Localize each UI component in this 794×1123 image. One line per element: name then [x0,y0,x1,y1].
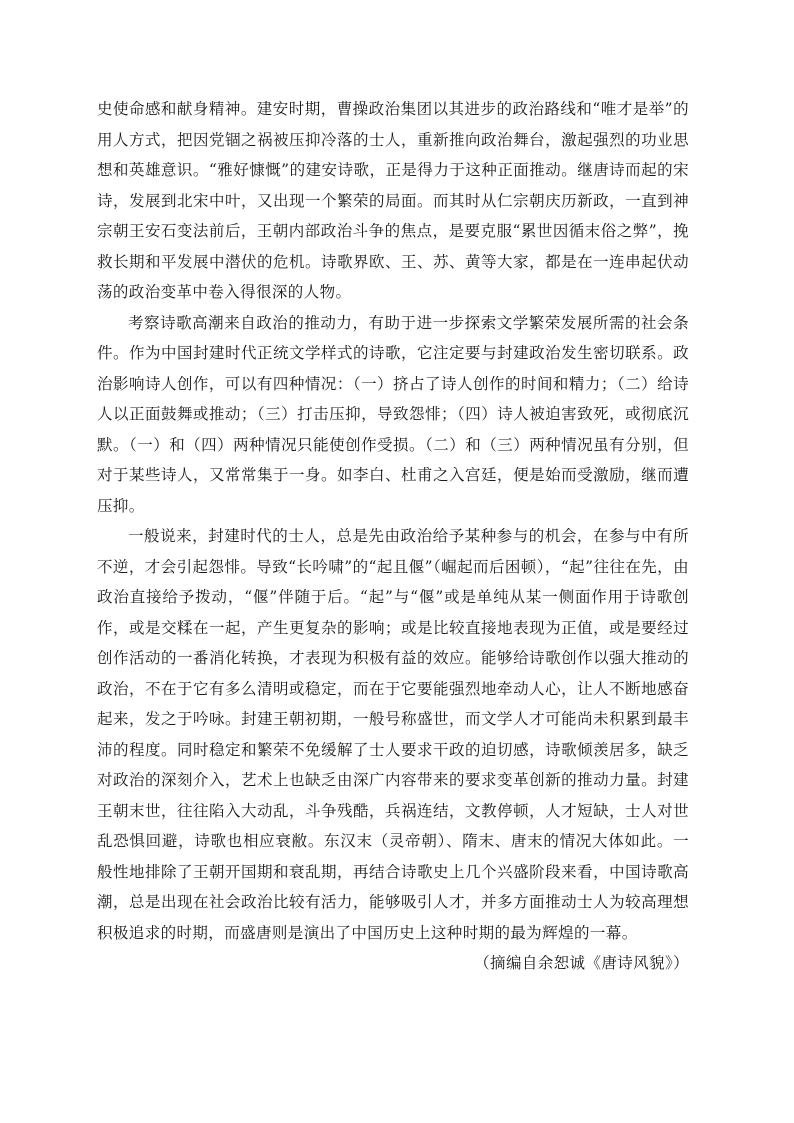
source-citation: （摘编自余恕诚《唐诗风貌》） [474,954,689,972]
article-text [97,94,689,979]
paragraph-political-drive: 考察诗歌高潮来自政治的推动力，有助于进一步探索文学繁荣发展所需的社会条件。作为中国封建时代正统文学样式的诗歌，它注定要与封建政治发生密切联系。政治影响诗人创作，可以有四种情况：（一）挤占了诗人创作的时间和精力；（二）给诗人以正面鼓舞或推动；（三）打击压抑，导致怨悱；（四）诗人被迫害致死，或彻底沉默。（一）和（四）两种情况只能使创作受损。（二）和（三）两种情况虽有分别，但对于某些诗人，又常常集于一身。如李白、杜甫之入宫廷，便是始而受激励，继而遭压抑。 [97,313,689,515]
paragraph-general-discussion: 一般说来，封建时代的士人，总是先由政治给予某种参与的机会，在参与中有所不逆，才会引起怨悱。导致“长吟啸”的“起且偃”（崛起而后困顿），“起”往往在先，由政治直接给予拨动，“偃”伴随于后。“起”与“偃”或是单纯从某一侧面作用于诗歌创作，或是交糅在一起，产生更复杂的影响；或是比较直接地表现为正值，或是要经过创作活动的一番消化转换，才表现为积极有益的效应。能够给诗歌创作以强大推动的政治，不在于它有多么清明或稳定，而在于它要能强烈地牵动人心，让人不断地感奋起来，发之于吟咏。封建王朝初期，一般号称盛世，而文学人才可能尚未积累到最丰沛的程度。同时稳定和繁荣不免缓解了士人要求干政的迫切感，诗歌倾羡居多，缺乏对政治的深刻介入，艺术上也缺乏由深广内容带来的要求变革创新的推动力量。封建王朝末世，往往陷入大动乱，斗争残酷，兵祸连结，文教停顿，人才短缺，士人对世乱恐惧回避，诗歌也相应衰敝。东汉末（灵帝朝）、隋末、唐末的情况大体如此。一般性地排除了王朝开国期和衰乱期，再结合诗歌史上几个兴盛阶段来看，中国诗歌高潮，总是出现在社会政治比较有活力，能够吸引人才，并多方面推动士人为较高理想积极追求的时期，而盛唐则是演出了中国历史上这种时期的最为辉煌的一幕。 [97,527,689,942]
paragraph-continuation: 史使命感和献身精神。建安时期，曹操政治集团以其进步的政治路线和“唯才是举”的用人方式，把因党锢之祸被压抑冷落的士人，重新推向政治舞台，激起强烈的功业思想和英雄意识。“雅好慷慨”的建安诗歌，正是得力于这种正面推动。继唐诗而起的宋诗，发展到北宋中叶，又出现一个繁荣的局面。而其时从仁宗朝庆历新政，一直到神宗朝王安石变法前后，王朝内部政治斗争的焦点，是要克服“累世因循末俗之弊”，挽救长期和平发展中潜伏的危机。诗歌界欧、王、苏、黄等大家，都是在一连串起伏动荡的政治变革中卷入得很深的人物。 [97,100,689,301]
